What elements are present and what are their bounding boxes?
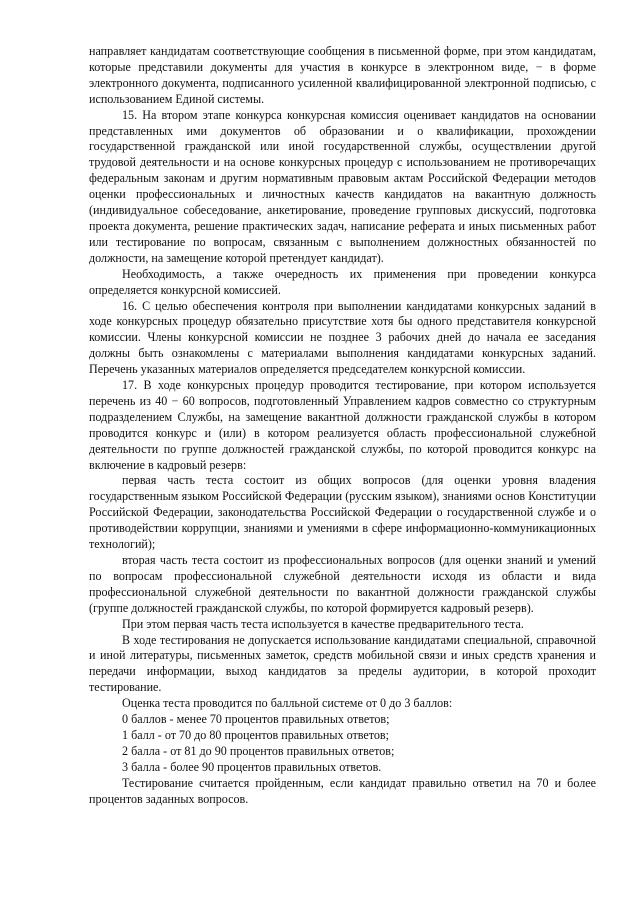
paragraph-test-part-2: вторая часть теста состоит из профессиональных вопросов (для оценки знаний и умений по вопросам профессиональной служебной деятельности исходя из области и вида профессиональной служебной деятельности по вакантной должности гражданской службы (группе должностей гражданской службы, по которой формируется кадровый резерв). xyxy=(89,553,596,615)
paragraph-continuation: направляет кандидатам соответствующие сообщения в письменной форме, при этом кандидатам, которые представили документы для участия в конкурсе в электронном виде, − в форме электронного документа, подписанного усиленной квалифицированной электронной подписью, с использованием Единой системы. xyxy=(89,44,596,106)
paragraph-16: 16. С целью обеспечения контроля при выполнении кандидатами конкурсных заданий в ходе конкурсных процедур обязательно присутствие хотя бы одного представителя конкурсной комиссии. Члены конкурсной комиссии не позднее 3 рабочих дней до начала ее заседания должны быть ознакомлены с материалами выполнения кандидатами конкурсных заданий. Перечень указанных материалов определяется председателем конкурсной комиссии. xyxy=(89,298,596,377)
scoring-item: 3 балла - более 90 процентов правильных ответов. xyxy=(122,759,382,774)
paragraph-order: Необходимость, а также очередность их применения при проведении конкурса определяется конкурсной комиссией. xyxy=(89,266,596,297)
paragraph-test-part-1: первая часть теста состоит из общих вопросов (для оценки уровня владения государственным языком Российской Федерации (русским языком), знаниями основ Конституции Российской Федерации, законодательства Российской Федерации о государственной службе и о противодействии коррупции, знаниями и умениями в сфере информационно-коммуникационных технологий); xyxy=(89,473,596,552)
scoring-item: 1 балл - от 70 до 80 процентов правильных ответов; xyxy=(122,727,389,742)
paragraph-final: Тестирование считается пройденным, если кандидат правильно ответил на 70 и более процентов заданных вопросов. xyxy=(89,775,596,806)
scoring-item: 2 балла - от 81 до 90 процентов правильных ответов; xyxy=(122,743,395,758)
scoring-intro: Оценка теста проводится по балльной системе от 0 до 3 баллов: xyxy=(122,696,453,711)
document-page xyxy=(89,44,596,808)
scoring-item: 0 баллов - менее 70 процентов правильных ответов; xyxy=(122,712,390,727)
paragraph-17: 17. В ходе конкурсных процедур проводится тестирование, при котором используется перечень из 40 − 60 вопросов, подготовленный Управлением кадров совместно со структурным подразделением Службы, на замещение вакантной должности гражданской службы в котором проводится конкурс и (или) в котором реализуется область профессиональной служебной деятельности по группе должностей гражданской службы, по которой проводится конкурс на включение в кадровый резерв: xyxy=(89,378,596,472)
paragraph-prohibitions: В ходе тестирования не допускается использование кандидатами специальной, справочной и иной литературы, письменных заметок, средств мобильной связи и иных средств хранения и передачи информации, выход кандидатов за пределы аудитории, в которой проходит тестирование. xyxy=(89,632,596,695)
paragraph-preliminary: При этом первая часть теста используется в качестве предварительного теста. xyxy=(122,616,524,631)
paragraph-15: 15. На втором этапе конкурса конкурсная комиссия оценивает кандидатов на основании представленных ими документов об образовании и о квалификации, прохождении государственной гражданской или иной государственной службы, осуществлении другой трудовой деятельности и на основе конкурсных процедур с использованием не противоречащих федеральным законам и другим нормативным правовым актам Российской Федерации методов оценки профессиональных и личностных качеств кандидатов на вакантную должность (индивидуальное собеседование, анкетирование, проведение групповых дискуссий, подготовка проекта документа, решение практических задач, написание реферата и иных письменных работ или тестирование по вопросам, связанным с выполнением должностных обязанностей по должности, на замещение которой претендует кандидат). xyxy=(89,107,596,265)
